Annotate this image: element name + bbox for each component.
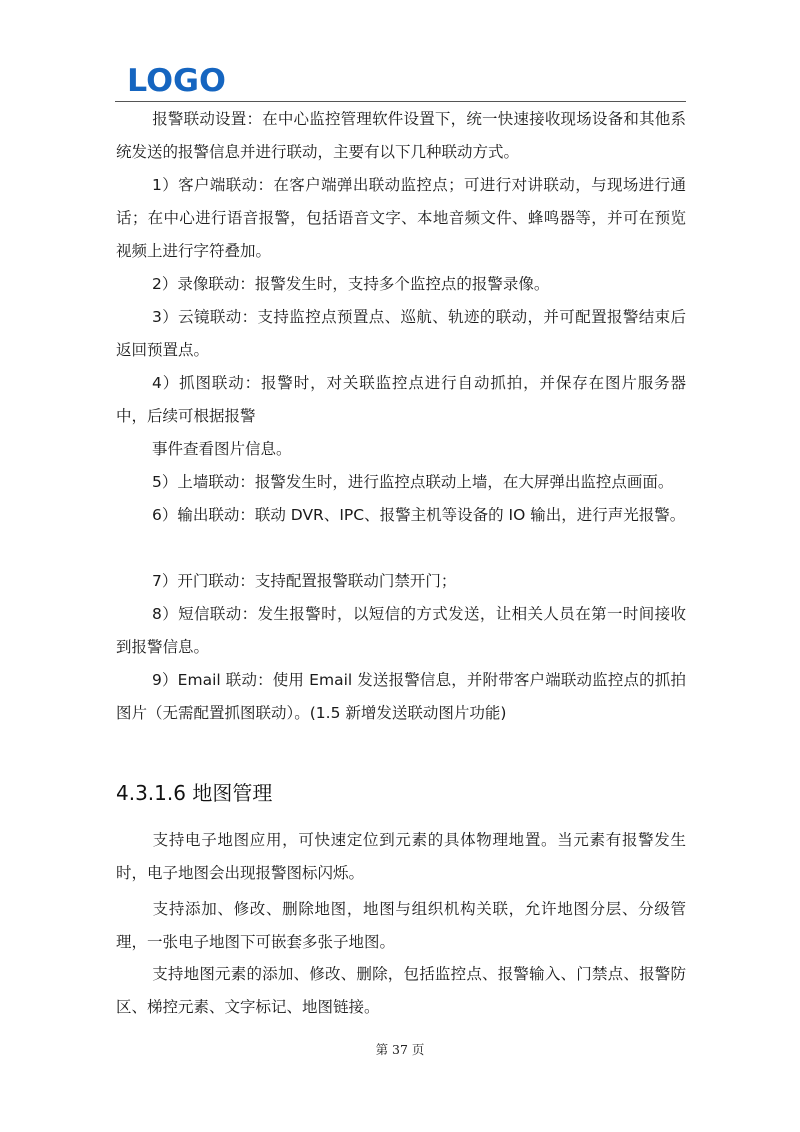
section-paragraph-1: 支持电子地图应用，可快速定位到元素的具体物理地置。当元素有报警发生时，电子地图会出现报警图标闪烁。 [116,831,686,882]
list-item-8: 8）短信联动：发生报警时，以短信的方式发送，让相关人员在第一时间接收到报警信息。 [116,605,686,656]
page-number: 第 37 页 [375,1042,425,1057]
list-item-2: 2）录像联动：报警发生时，支持多个监控点的报警录像。 [152,275,550,293]
paragraph-intro: 报警联动设置：在中心监控管理软件设置下，统一快速接收现场设备和其他系统发送的报警信息并进行联动，主要有以下几种联动方式。 [116,110,686,161]
list-item-4-continued: 事件查看图片信息。 [152,440,292,458]
logo-wordmark [127,65,227,95]
list-item-6: 6）输出联动：联动 DVR、IPC、报警主机等设备的 IO 输出，进行声光报警。 [152,506,686,524]
logo [127,60,227,100]
list-item-1: 1）客户端联动：在客户端弹出联动监控点；可进行对讲联动，与现场进行通话；在中心进行语音报警，包括语音文字、本地音频文件、蜂鸣器等，并可在预览视频上进行字符叠加。 [116,176,686,260]
list-item-5: 5）上墙联动：报警发生时，进行监控点联动上墙，在大屏弹出监控点画面。 [152,473,674,491]
section-paragraph-3: 支持地图元素的添加、修改、删除，包括监控点、报警输入、门禁点、报警防区、梯控元素、文字标记、地图链接。 [116,965,686,1016]
list-item-7: 7）开门联动：支持配置报警联动门禁开门； [152,572,457,590]
list-item-4: 4）抓图联动：报警时，对关联监控点进行自动抓拍，并保存在图片服务器中，后续可根据报警 [116,374,686,425]
section-paragraph-2: 支持添加、修改、删除地图，地图与组织机构关联，允许地图分层、分级管理，一张电子地图下可嵌套多张子地图。 [116,900,686,951]
list-item-3: 3）云镜联动：支持监控点预置点、巡航、轨迹的联动，并可配置报警结束后返回预置点。 [116,308,686,359]
header-divider [115,101,686,102]
section-heading: 4.3.1.6 地图管理 [116,781,273,805]
logo-text: LOGO [127,65,226,95]
list-item-9: 9）Email 联动：使用 Email 发送报警信息，并附带客户端联动监控点的抓拍图片（无需配置抓图联动）。(1.5 新增发送联动图片功能) [116,671,686,722]
